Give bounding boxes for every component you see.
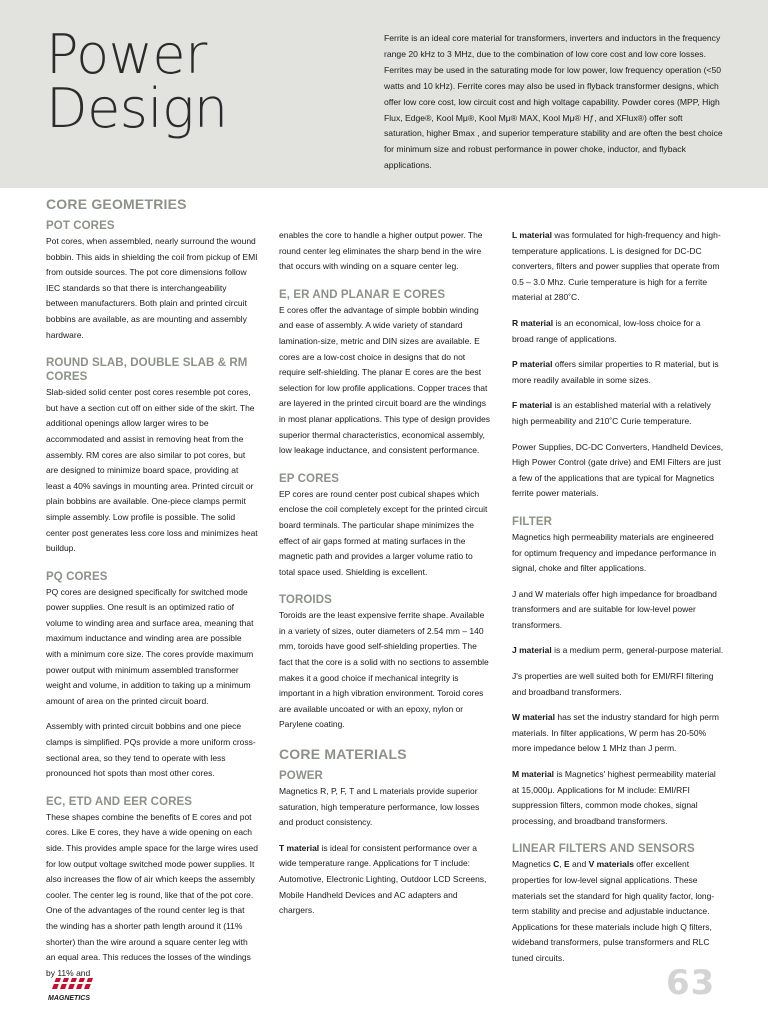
section-core-geometries-title: CORE GEOMETRIES <box>46 196 187 212</box>
pq-cores-heading: PQ CORES <box>46 570 108 583</box>
filter-heading: FILTER <box>512 515 552 528</box>
logo-wordmark: MAGNETICS <box>48 995 90 1002</box>
column-3 <box>512 228 724 977</box>
e-cores-text: E cores offer the advantage of simple bobbin winding and ease of assembly. A wide variety of standard lamination-size, metric and DIN sizes are available. E cores are a low-cost choice in designs that do not require self-shielding. The planar E cores are the best selection for low profile applications. Copper traces that are layered in the printed circuit board are the windings in most planar applications. This type of design provides superior thermal characteristics, economical assembly, low leakage inductance, and consistent performance. <box>279 304 491 456</box>
t-material-text: is ideal for consistent performance over a wide temperature range. Applications for T include: Automotive, Electronic Lighting, Outdoor LCD Screens, Mobile Handheld Devices and AC adapters and chargers. <box>279 842 487 916</box>
pq-cores-text-1: PQ cores are designed specifically for switched mode power supplies. One result is an optimized ratio of volume to winding area and surface area, meaning that maximum inductance and winding area are possible with a minimum core size. The cores provide maximum power output with minimum assembled transformer weight and volume, in addition to taking up a minimum amount of area on the printed circuit board. <box>46 586 254 706</box>
title-line-2: Design <box>46 77 228 140</box>
c-material-label: C <box>553 859 560 870</box>
m-material-paragraph <box>512 767 724 829</box>
r-material-text: is an economical, low-loss choice for a broad range of applications. <box>512 317 701 344</box>
linear-pre-text: Magnetics <box>512 859 554 870</box>
ep-cores-text: EP cores are round center post cubical shapes which enclose the coil completely except for the printed circuit board terminals. The particular shape minimizes the effect of air gaps formed at mating surfaces in the magnetic path and provides a larger volume ratio to total space used. Shielding is excellent. <box>279 488 488 577</box>
page-title <box>46 23 228 140</box>
ec-etd-eer-text: These shapes combine the benefits of E cores and pot cores. Like E cores, they have a wide opening on each side. This provides ample space for the large wires used for low output voltage switched mode power supplies. It also increases the flow of air which keeps the assembly cooler. The center leg is round, like that of the pot core. One of the advantages of the round center leg is that the winding has a shorter path length around it (11% shorter) than the wire around a square center leg with an equal area. This reduces the losses of the windings by 11% and <box>46 811 258 978</box>
w-material-paragraph <box>512 710 724 757</box>
m-material-label: M material <box>512 769 555 780</box>
pot-cores-text: Pot cores, when assembled, nearly surround the wound bobbin. This aids in shielding the coil from pickup of EMI from outside sources. The pot core dimensions follow IEC standards so that there is interchangeability between manufacturers. Both plain and printed circuit bobbins are available, as are mounting and assembly hardware. <box>46 236 258 340</box>
w-material-label: W material <box>512 712 555 723</box>
f-material-paragraph <box>512 398 724 429</box>
linear-filters-text: offer excellent properties for low-level signal applications. These materials set the standard for high quality factor, long-term stability and precise and adjustable inductance. Applications for these materials include high Q filters, wideband transformers, pulse transformers and RLC tuned circuits. <box>512 859 715 963</box>
jw-materials-text: J and W materials offer high impedance for broadband transformers and are suitable for low-level power transformers. <box>512 588 717 630</box>
j-material-text: is a medium perm, general-purpose material. <box>551 645 724 656</box>
toroids-heading: TOROIDS <box>279 594 332 607</box>
v-material-label: V materials <box>588 859 634 870</box>
ep-cores-heading: EP CORES <box>279 472 340 485</box>
section-core-materials-title: CORE MATERIALS <box>279 746 407 763</box>
w-material-text: has set the industry standard for high perm materials. In filter applications, W perm has 20-50% more impedance below 1 MHz than J perm. <box>512 712 719 754</box>
j-material-paragraph <box>512 643 724 659</box>
pq-cores-text-2: Assembly with printed circuit bobbins and one piece clamps is simplified. PQs provide a more uniform cross-sectional area, so they tend to operate with less pronounced hot spots than most other cores. <box>46 721 256 779</box>
j-material-label: J material <box>512 645 552 656</box>
linear-filters-heading: LINEAR FILTERS AND SENSORS <box>512 843 695 856</box>
j-properties-text: J's properties are well suited both for EMI/RFI filtering and broadband transformers. <box>512 671 714 697</box>
applications-text: Power Supplies, DC-DC Converters, Handheld Devices, High Power Control (gate drive) and EMI Filters are just a few of the applications that are typical for Magnetics ferrite power materials. <box>512 441 724 499</box>
f-material-text: is an established material with a relatively high permeability and 210˚C Curie temperature. <box>512 400 711 426</box>
linear-and: and <box>569 859 589 870</box>
ec-etd-eer-heading: EC, ETD AND EER CORES <box>46 795 193 808</box>
e-material-label: E <box>563 859 570 870</box>
p-material-text: offers similar properties to R material, but is more readily available in some sizes. <box>512 359 719 385</box>
power-heading: POWER <box>279 770 323 783</box>
l-material-paragraph <box>512 228 724 306</box>
r-material-label: R material <box>512 317 554 328</box>
magnetics-logo <box>46 974 102 1004</box>
toroids-text: Toroids are the least expensive ferrite shape. Available in a variety of sizes, outer diameters of 2.54 mm – 140 mm, toroids have good self-shielding properties. The fact that the core is a solid with no sections to assemble makes it a good choice if mechanical integrity is important in a high vibration environment. Toroid cores are available uncoated or with an epoxy, nylon or Parylene coating. <box>279 610 489 730</box>
linear-filters-paragraph <box>512 857 724 966</box>
pot-cores-heading: POT CORES <box>46 220 115 232</box>
m-material-text: is Magnetics' highest permeability material at 15,000μ. Applications for M include: EMI/RFI suppression filters, common mode chokes, signal processing, and broadband transformers. <box>512 769 716 826</box>
ec-continued-text: enables the core to handle a higher output power. The round center leg eliminates the sharp bend in the wire that occurs with winding on a square center leg. <box>279 230 483 272</box>
l-material-text: was formulated for high-frequency and high-temperature applications. L is designed for DC-DC converters, filters and power supplies that operate from 0.5 – 3.0 Mhz. Curie temperature is high for a ferrite material at 280˚C. <box>512 230 721 303</box>
p-material-paragraph <box>512 357 724 388</box>
p-material-label: P material <box>512 359 553 370</box>
page-number: 63 <box>666 963 716 1003</box>
title-line-1: Power <box>46 23 207 86</box>
magnetics-logo-icon <box>46 974 102 1004</box>
e-cores-heading: E, ER AND PLANAR E CORES <box>279 288 446 301</box>
header-band <box>0 0 768 188</box>
f-material-label: F material <box>512 400 553 411</box>
l-material-label: L material <box>512 230 553 240</box>
linear-comma: , <box>559 859 564 870</box>
t-material-label: T material <box>279 842 320 853</box>
t-material-paragraph <box>279 841 491 919</box>
r-material-paragraph <box>512 316 724 347</box>
round-slab-text: Slab-sided solid center post cores resemble pot cores, but have a section cut off on either side of the skirt. The additional openings allow larger wires to be accommodated and assist in removing heat from the assembly. RM cores are also similar to pot cores, but are designed to minimize board space, providing at least a 40% savings in mounting area. Printed circuit or plain bobbins are available. One-piece clamps permit simple assembly. Low profile is possible. The solid center post generates less core loss and minimizes heat buildup. <box>46 387 258 554</box>
filter-text: Magnetics high permeability materials are engineered for optimum frequency and impedance performance in signal, choke and filter applications. <box>512 531 717 574</box>
column-2 <box>279 228 491 929</box>
column-1 <box>46 196 258 991</box>
round-slab-heading: ROUND SLAB, DOUBLE SLAB & RM CORES <box>46 357 248 384</box>
intro-paragraph: Ferrite is an ideal core material for transformers, inverters and inductors in the frequency range 20 kHz to 3 MHz, due to the combination of low core cost and low core losses. Ferrites may be used in the saturating mode for low power, low frequency operation (<50 watts and 10 kHz). Ferrite cores may also be used in flyback transformer designs, which offer low core cost, low circuit cost and high voltage capability. Powder cores (MPP, High Flux, Edge®, Kool Mμ®, Kool Mμ® MAX, Kool Mμ® Hƒ, and XFlux®) offer soft saturation, higher Bmax , and superior temperature stability and are often the best choice for minimum size and robust performance in power choke, inductor, and flyback applications. <box>384 33 723 171</box>
power-text: Magnetics R, P, F, T and L materials provide superior saturation, high temperature performance, low losses and product consistency. <box>279 786 480 828</box>
